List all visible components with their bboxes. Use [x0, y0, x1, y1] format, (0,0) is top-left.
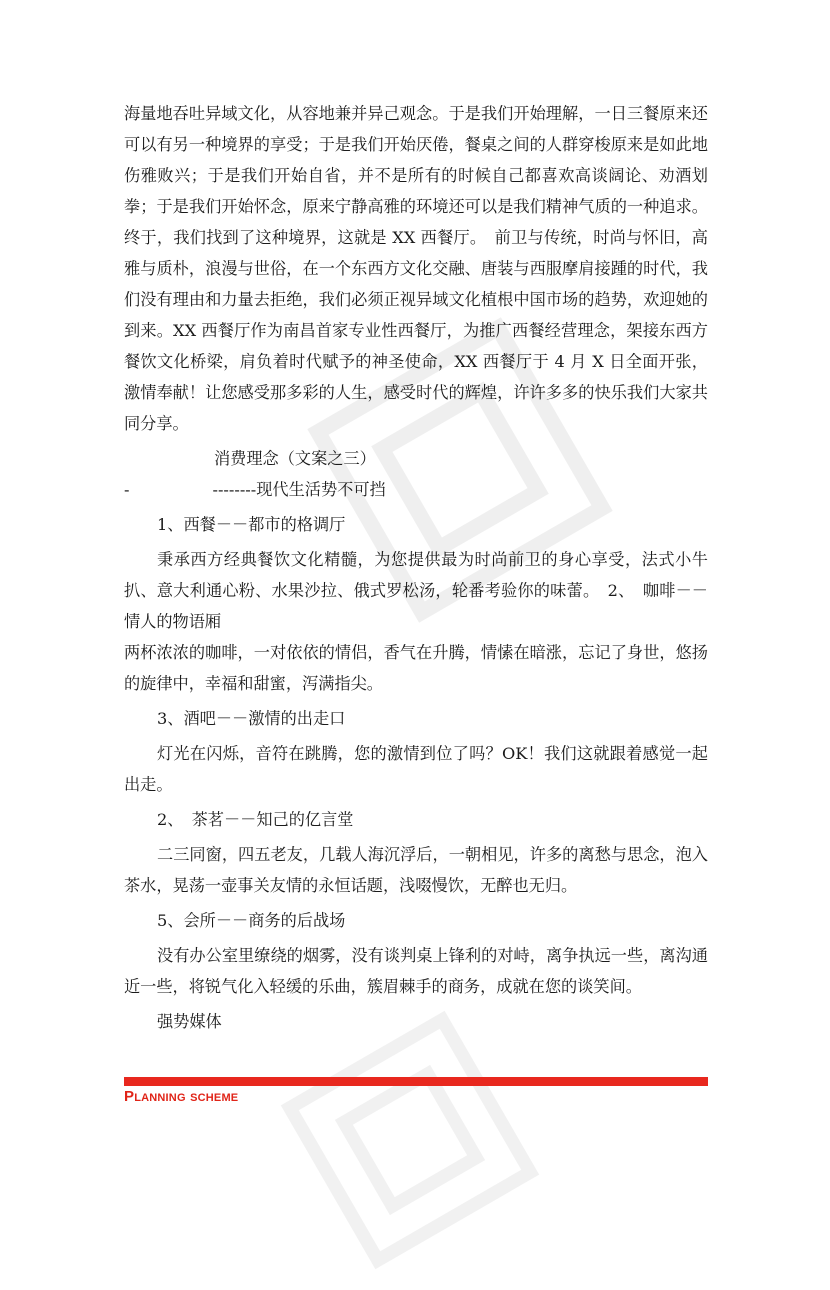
document-body — [124, 98, 708, 1037]
item-3-title: 3、酒吧－－激情的出走口 — [157, 709, 346, 728]
dash-prefix: - — [124, 480, 130, 499]
intro-paragraph: 海量地吞吐异域文化，从容地兼并异己观念。于是我们开始理解，一日三餐原来还可以有另一种境界的享受；于是我们开始厌倦，餐桌之间的人群穿梭原来是如此地伤雅败兴；于是我们开始自省，并不是所有的时候自己都喜欢高谈阔论、劝酒划拳；于是我们开始怀念，原来宁静高雅的环境还可以是我们精神气质的一种追求。终于，我们找到了这种境界，这就是 XX 西餐厅。 前卫与传统，时尚与怀旧，高雅与质朴，浪漫与世俗，在一个东西方文化交融、唐装与西服摩肩接踵的时代，我们没有理由和力量去拒绝，我们必须正视异域文化植根中国市场的趋势，欢迎她的到来。XX 西餐厅作为南昌首家专业性西餐厅，为推广西餐经营理念，架接东西方餐饮文化桥梁，肩负着时代赋予的神圣使命，XX 西餐厅于 4 月 X 日全面开张，激情奉献！让您感受那多彩的人生，感受时代的辉煌，许许多多的快乐我们大家共同分享。 — [124, 104, 708, 433]
item-5-title: 5、会所－－商务的后战场 — [157, 911, 346, 930]
item-4-body: 二三同窗，四五老友，几载人海沉浮后，一朝相见，许多的离愁与思念，泡入茶水，晃荡一壶事关友情的永恒话题，浅啜慢饮，无醉也无归。 — [124, 845, 708, 895]
item-2-body: 两杯浓浓的咖啡，一对依依的情侣，香气在升腾，情愫在暗涨，忘记了身世，悠扬的旋律中，幸福和甜蜜，泻满指尖。 — [124, 643, 708, 693]
section-subtitle: --------现代生活势不可挡 — [212, 480, 386, 499]
item-5-body: 没有办公室里缭绕的烟雾，没有谈判桌上锋利的对峙，离争执远一些，离沟通近一些，将锐气化入轻缓的乐曲，簇眉棘手的商务，成就在您的谈笑间。 — [124, 946, 708, 996]
section-title: 消费理念（文案之三） — [214, 449, 376, 468]
item-4-title: 2、 茶茗－－知己的亿言堂 — [157, 810, 354, 829]
footer-label: Planning scheme — [124, 1088, 239, 1105]
item-1-title: 1、西餐－－都市的格调厅 — [157, 515, 346, 534]
section-subtitle-line — [124, 474, 708, 505]
item-1-body: 秉承西方经典餐饮文化精髓，为您提供最为时尚前卫的身心享受，法式小牛扒、意大利通心粉、水果沙拉、俄式罗松汤，轮番考验你的味蕾。 2、 咖啡－－情人的物语厢 — [124, 550, 708, 631]
item-3-body: 灯光在闪烁，音符在跳腾，您的激情到位了吗？OK！我们这就跟着感觉一起出走。 — [124, 744, 708, 794]
last-heading: 强势媒体 — [157, 1012, 222, 1031]
footer-bar — [124, 1077, 708, 1086]
